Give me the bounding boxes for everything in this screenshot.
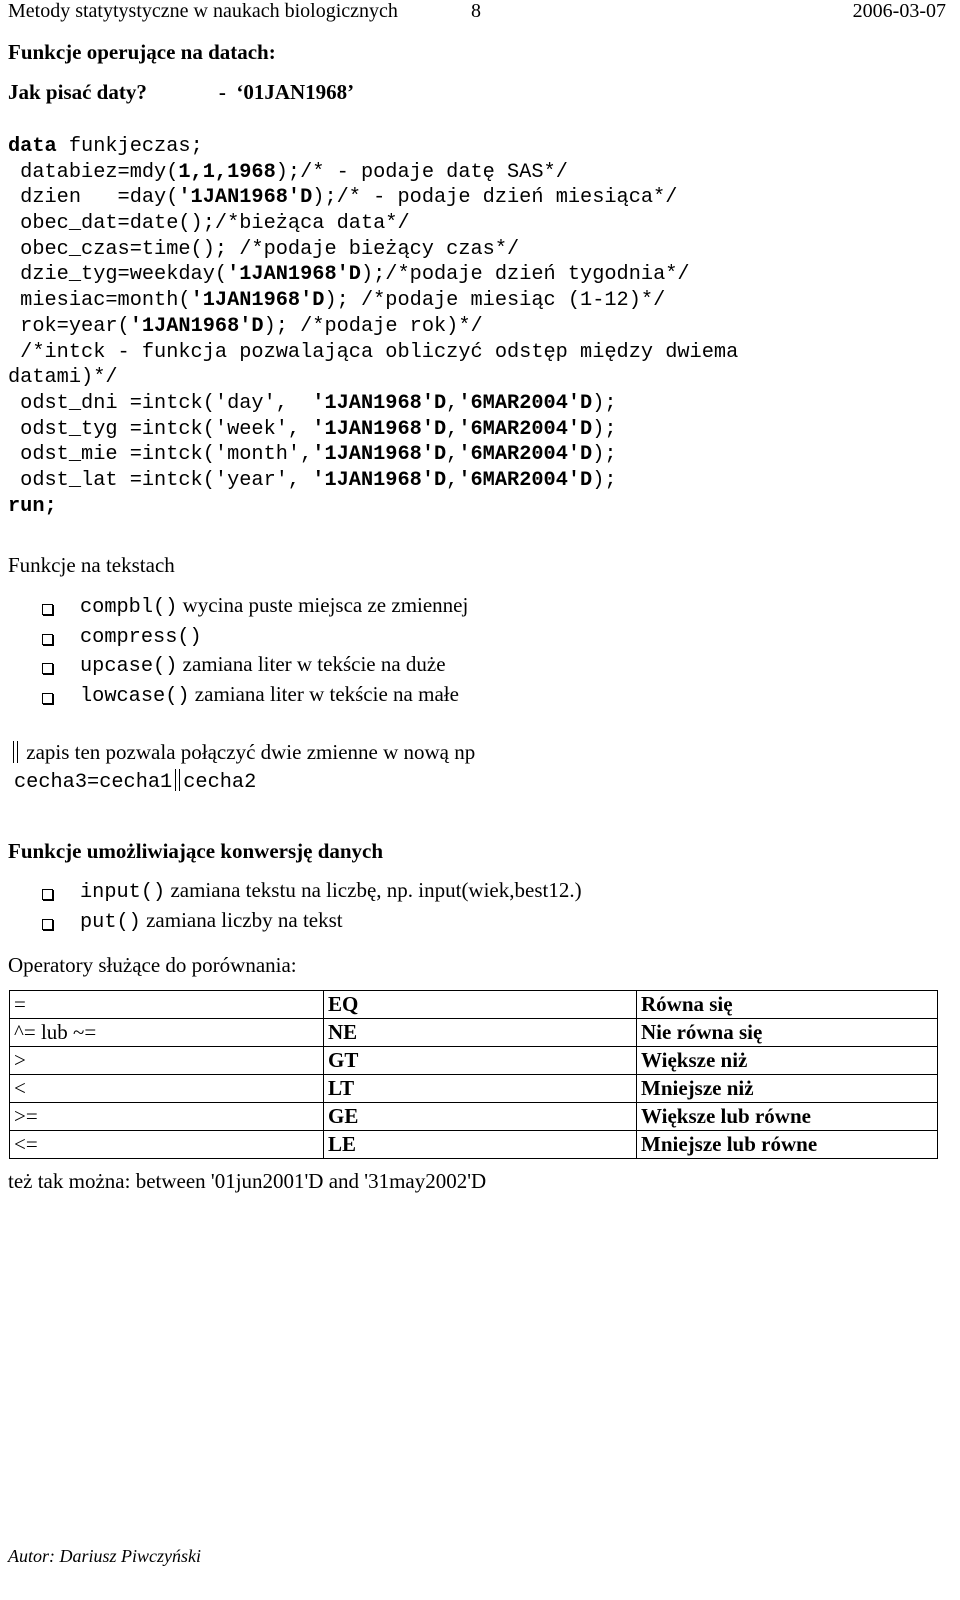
pipe-icon: [175, 769, 176, 791]
code-line: databiez=mdy(1,1,1968);/* - podaje datę SAS*/: [8, 160, 568, 184]
code-line: odst_dni =intck('day', '1JAN1968'D,'6MAR2004'D);: [8, 391, 617, 415]
operator-symbol: ^= lub ~=: [10, 1019, 324, 1047]
operator-meaning: Większe lub równe: [637, 1103, 938, 1131]
function-name: upcase(): [80, 655, 178, 678]
code-line: data funkjeczas;: [8, 135, 203, 158]
code-line: odst_tyg =intck('week', '1JAN1968'D,'6MAR2004'D);: [8, 417, 617, 441]
operator-meaning: Mniejsze niż: [637, 1075, 938, 1103]
code-line: /*intck - funkcja pozwalająca obliczyć odstęp między dwiema: [8, 340, 739, 364]
list-item: [42, 593, 468, 623]
operator-mnemonic: EQ: [324, 991, 637, 1019]
operator-mnemonic: NE: [324, 1019, 637, 1047]
code-line: dzien =day('1JAN1968'D);/* - podaje dzień miesiąca*/: [8, 186, 678, 210]
table-row: [10, 1131, 938, 1159]
section-title-conversion: Funkcje umożliwiające konwersję danych: [8, 839, 384, 863]
table-row: [10, 1103, 938, 1131]
date-question: Jak pisać daty?: [8, 80, 147, 104]
concat-operator-note: [10, 740, 475, 765]
operator-meaning: Równa się: [637, 991, 938, 1019]
function-name: lowcase(): [80, 684, 190, 708]
function-name: compress(): [80, 625, 202, 649]
pipe-icon: [179, 769, 180, 791]
function-name: put(): [80, 910, 141, 934]
operator-mnemonic: LT: [324, 1075, 637, 1103]
header-title: Metody statytystyczne w naukach biologicznych: [8, 0, 398, 22]
function-description: zamiana liter w tekście na duże: [177, 652, 446, 676]
sas-code-block: [8, 134, 738, 519]
operators-table: [9, 990, 938, 1159]
section-title-operators: Operatory służące do porównania:: [8, 953, 297, 977]
concat-left: cecha3=cecha1: [14, 771, 173, 794]
conversion-functions-list: [42, 878, 582, 937]
section-title-text-functions: Funkcje na tekstach: [8, 553, 175, 577]
list-item: [42, 878, 582, 908]
section-title-dates: Funkcje operujące na datach:: [8, 40, 276, 64]
header-date: 2006-03-07: [852, 0, 946, 22]
checkbox-bullet-icon: [42, 634, 53, 645]
operator-meaning: Mniejsze lub równe: [637, 1131, 938, 1159]
operator-symbol: =: [10, 991, 324, 1019]
list-item: [42, 623, 468, 653]
code-line: odst_lat =intck('year', '1JAN1968'D,'6MAR2004'D);: [8, 468, 617, 492]
operator-symbol: >: [10, 1047, 324, 1075]
code-line: obec_czas=time(); /*podaje bieżący czas*/: [8, 237, 520, 261]
page-number: 8: [471, 0, 481, 22]
table-row: [10, 1075, 938, 1103]
concat-right: cecha2: [183, 771, 257, 794]
function-description: zamiana tekstu na liczbę, np. input(wiek,best12.): [165, 878, 582, 902]
checkbox-bullet-icon: [42, 663, 53, 674]
operator-meaning: Nie równa się: [637, 1019, 938, 1047]
between-note: też tak można: between '01jun2001'D and '31may2002'D: [8, 1169, 487, 1193]
table-row: [10, 991, 938, 1019]
list-item: [42, 908, 582, 938]
function-description: wycina puste miejsca ze zmiennej: [177, 593, 469, 617]
operator-mnemonic: GE: [324, 1103, 637, 1131]
operator-mnemonic: LE: [324, 1131, 637, 1159]
checkbox-bullet-icon: [42, 604, 53, 615]
list-item: [42, 652, 468, 682]
table-row: [10, 1047, 938, 1075]
author-footer: Autor: Dariusz Piwczyński: [8, 1546, 201, 1566]
code-line: datami)*/: [8, 366, 118, 390]
function-description: zamiana liczby na tekst: [140, 907, 343, 932]
code-line: dzie_tyg=weekday('1JAN1968'D);/*podaje dzień tygodnia*/: [8, 263, 690, 287]
operator-symbol: <=: [10, 1131, 324, 1159]
text-functions-list: [42, 593, 468, 711]
operator-symbol: <: [10, 1075, 324, 1103]
checkbox-bullet-icon: [42, 889, 53, 900]
table-row: [10, 1019, 938, 1047]
code-line: odst_mie =intck('month','1JAN1968'D,'6MAR2004'D);: [8, 443, 617, 467]
date-answer: - ‘01JAN1968’: [218, 80, 355, 104]
code-line: miesiac=month('1JAN1968'D); /*podaje miesiąc (1-12)*/: [8, 289, 666, 313]
checkbox-bullet-icon: [42, 693, 53, 704]
pipe-icon: [13, 741, 14, 763]
function-name: compbl(): [80, 596, 178, 619]
function-description: zamiana liter w tekście na małe: [189, 681, 459, 706]
concat-example: [14, 769, 256, 794]
code-line: run;: [8, 494, 57, 518]
date-format-question: [8, 80, 354, 105]
function-name: input(): [80, 881, 166, 904]
operator-mnemonic: GT: [324, 1047, 637, 1075]
operator-symbol: >=: [10, 1103, 324, 1131]
code-line: rok=year('1JAN1968'D); /*podaje rok)*/: [8, 314, 483, 338]
code-line: obec_dat=date();/*bieżąca data*/: [8, 212, 410, 236]
pipe-icon: [17, 741, 18, 763]
list-item: [42, 682, 468, 712]
concat-description: zapis ten pozwala połączyć dwie zmienne w nową np: [21, 740, 476, 764]
page-header: [8, 0, 946, 24]
operator-meaning: Większe niż: [637, 1047, 938, 1075]
checkbox-bullet-icon: [42, 919, 53, 930]
